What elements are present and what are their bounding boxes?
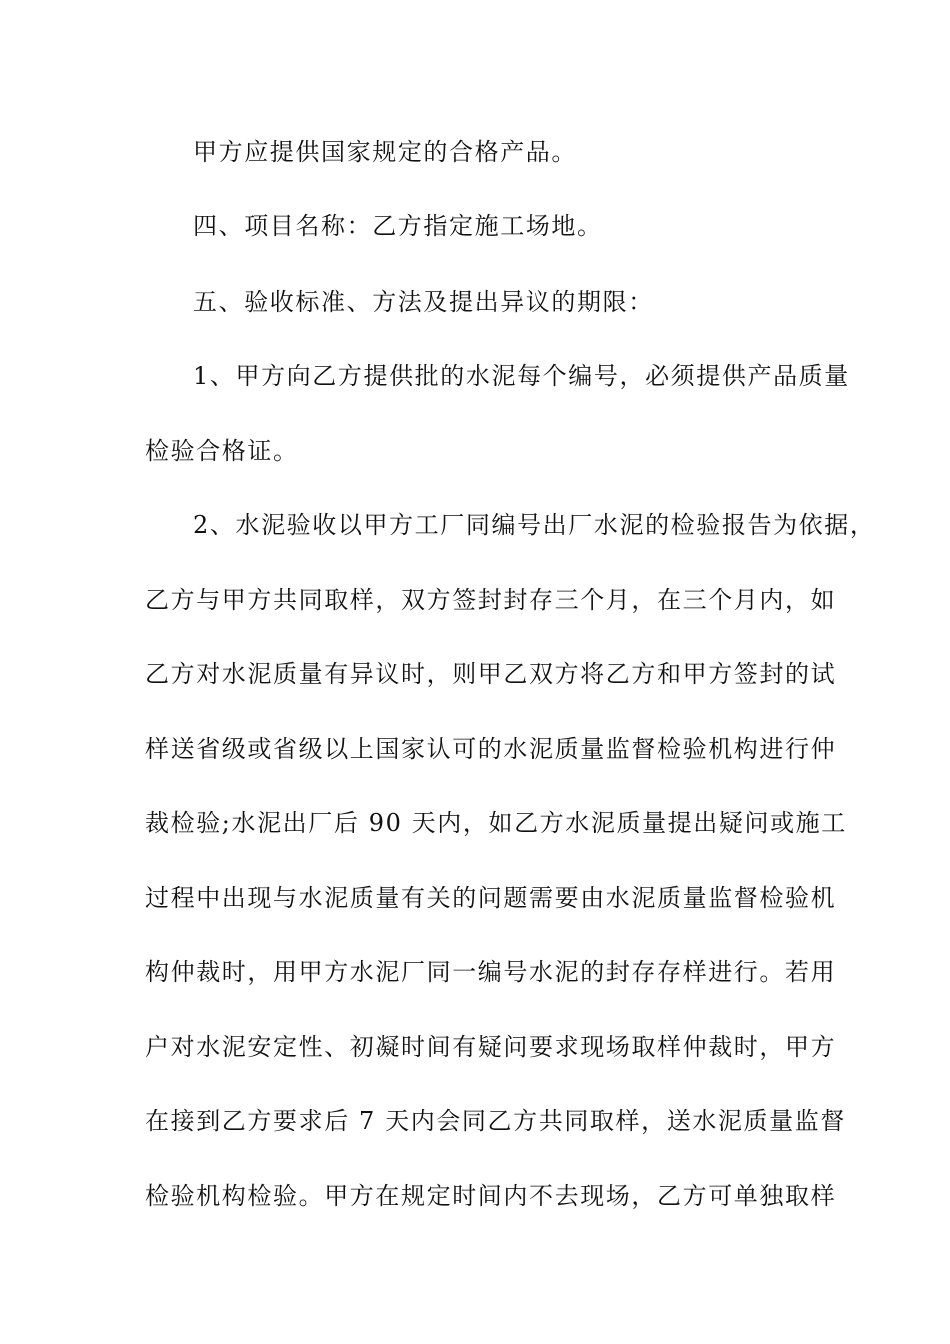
paragraph-line: 检验机构检验。甲方在规定时间内不去现场，乙方可单独取样 (145, 1182, 837, 1210)
paragraph-line: 过程中出现与水泥质量有关的问题需要由水泥质量监督检验机 (145, 884, 837, 912)
paragraph-line: 乙方与甲方共同取样，双方签封封存三个月，在三个月内，如 (145, 586, 837, 614)
paragraph-line: 五、验收标准、方法及提出异议的期限： (193, 288, 654, 316)
paragraph-line: 乙方对水泥质量有异议时，则甲乙双方将乙方和甲方签封的试 (145, 660, 837, 688)
paragraph-line: 检验合格证。 (145, 437, 299, 465)
paragraph-line: 2、水泥验收以甲方工厂同编号出厂水泥的检验报告为依据， (193, 511, 876, 539)
paragraph-line: 甲方应提供国家规定的合格产品。 (193, 138, 577, 166)
paragraph-line: 裁检验;水泥出厂后 90 天内，如乙方水泥质量提出疑问或施工 (145, 809, 847, 837)
paragraph-line: 户对水泥安定性、初凝时间有疑问要求现场取样仲裁时，甲方 (145, 1033, 837, 1061)
paragraph-line: 样送省级或省级以上国家认可的水泥质量监督检验机构进行仲 (145, 735, 837, 763)
paragraph-line: 四、项目名称：乙方指定施工场地。 (193, 212, 603, 240)
paragraph-line: 在接到乙方要求后 7 天内会同乙方共同取样，送水泥质量监督 (145, 1107, 846, 1135)
paragraph-line: 1、甲方向乙方提供批的水泥每个编号，必须提供产品质量 (193, 362, 850, 390)
paragraph-line: 构仲裁时，用甲方水泥厂同一编号水泥的封存存样进行。若用 (145, 958, 837, 986)
